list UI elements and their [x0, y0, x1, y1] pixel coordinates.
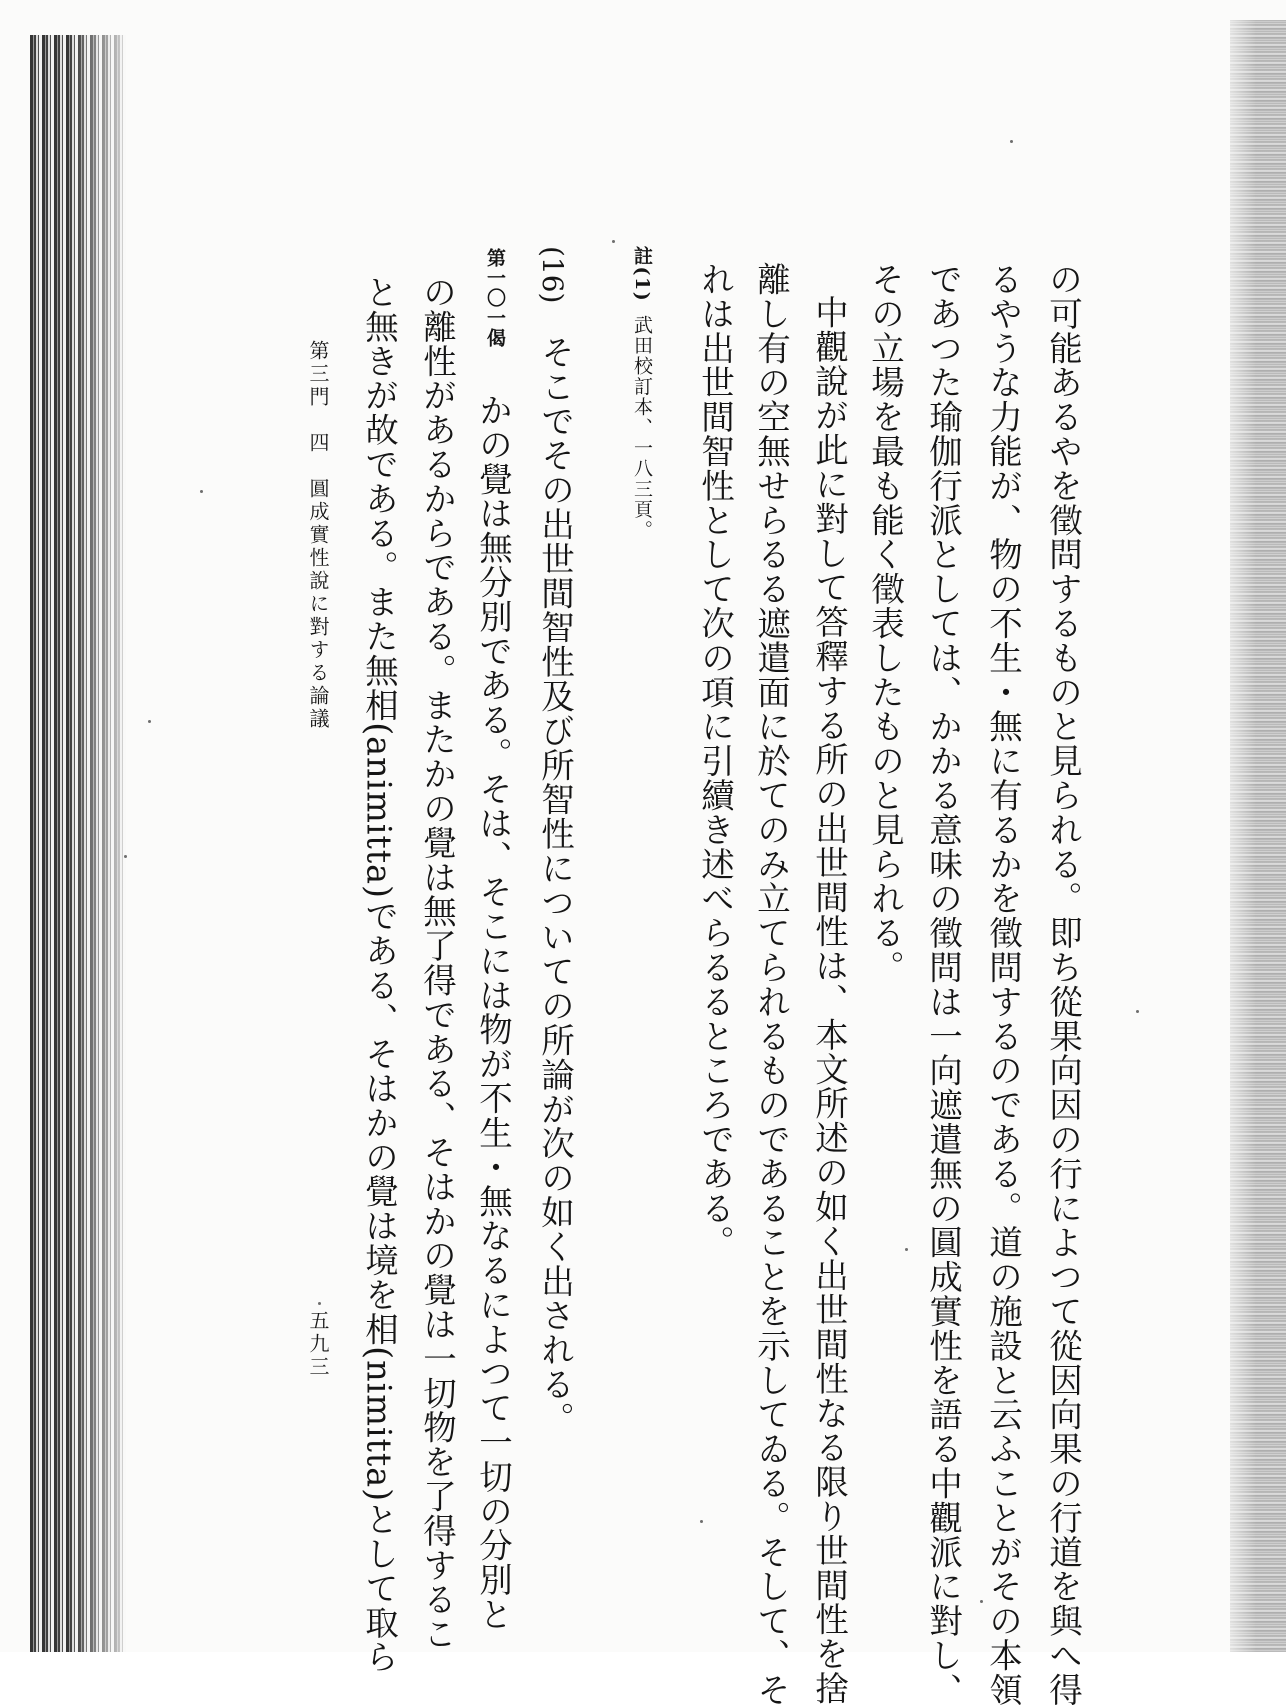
- scan-speck: [1136, 1010, 1139, 1013]
- running-head: 第三門 四 圓成實性說に對する論議: [306, 340, 330, 731]
- page-edge-shadow: [1216, 20, 1256, 1652]
- scan-speck: [1010, 140, 1013, 143]
- scan-speck: [980, 1600, 983, 1603]
- body-line-5: 中觀說が此に對して答釋する所の出世間性は、本文所述の如く出世間性なる限り世間性を捨: [809, 295, 849, 1706]
- gatha-line-2: の離性があるからである。またかの覺は無了得である、そはかの覺は一切物を了得するこ: [417, 275, 457, 1651]
- scan-speck: [124, 855, 127, 858]
- scan-speck: [200, 490, 203, 493]
- gatha-label: 第一〇一偈: [484, 248, 506, 348]
- note-label: 註(1): [631, 246, 653, 303]
- note-text: 武田校訂本、一八三頁。: [631, 315, 653, 541]
- body-line-7: れは出世間智性として次の項に引續き述べらるるところである。: [695, 262, 735, 1260]
- section-number: (16): [536, 246, 569, 304]
- gatha-line-3: と無きが故である。また無相(animitta)である、そはかの覺は境を相(nimitta)として取ら: [359, 275, 399, 1675]
- scan-speck: [148, 720, 151, 723]
- binding-shadow: [70, 35, 130, 1652]
- gatha-line-1: かの覺は無分別である。そは、そこには物が不生・無なるによつて一切の分別と: [473, 393, 513, 1632]
- body-line-2: るやうな力能が、物の不生・無に有るかを徵問するのである。道の施設と云ふことがその本領: [983, 262, 1023, 1707]
- scan-speck: [700, 1520, 703, 1523]
- body-line-1: の可能あるやを徵問するものと見られる。即ち從果向因の行によつて從因向果の行道を與へ得: [1043, 262, 1083, 1707]
- section-intro: そこでその出世間智性及び所智性についての所論が次の如く出される。: [535, 335, 575, 1436]
- body-line-4: その立場を最も能く徵表したものと見られる。: [865, 262, 905, 985]
- scan-speck: [905, 1248, 908, 1251]
- page-number: 五九三: [306, 1310, 330, 1379]
- scan-speck: [318, 1302, 321, 1305]
- body-line-6: 離し有の空無せらるる遮遣面に於てのみ立てられるものであることを示してゐる。そして、そ: [751, 262, 791, 1707]
- scan-speck: [612, 240, 615, 243]
- body-line-3: であつた瑜伽行派としては、かかる意味の徵問は一向遮遣無の圓成實性を語る中觀派に對し、: [923, 262, 963, 1707]
